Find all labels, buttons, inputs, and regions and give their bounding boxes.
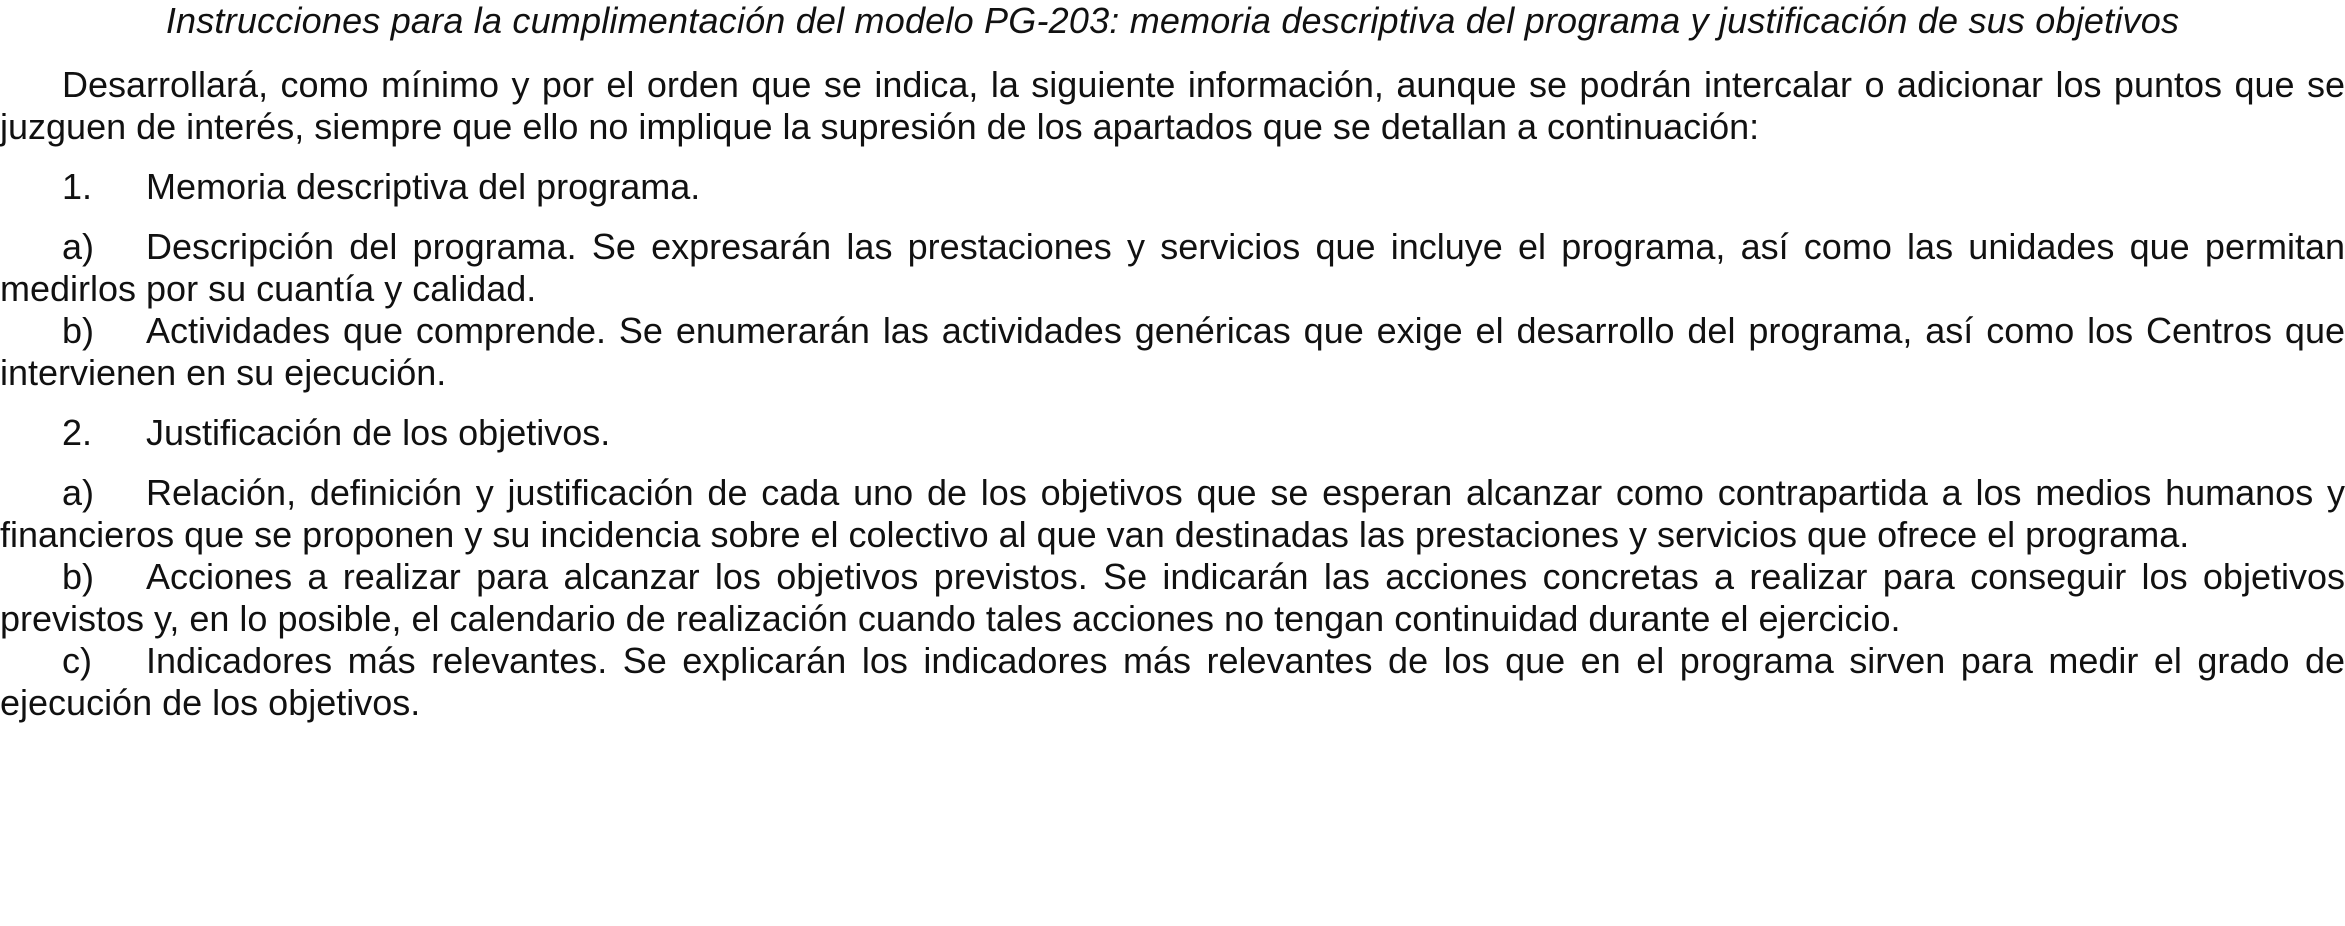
section-heading-text: Justificación de los objetivos. [146, 412, 611, 453]
section-number: 2. [62, 412, 93, 453]
list-item-marker: b) [62, 310, 95, 351]
list-item [0, 556, 2345, 640]
list-item-text: Indicadores más relevantes. Se explicarán los indicadores más relevantes de los que en el programa sirven para medir el grado de ejecución de los objetivos. [0, 640, 2345, 723]
spacer [0, 148, 2345, 166]
list-item-text: Relación, definición y justificación de cada uno de los objetivos que se esperan alcanzar como contrapartida a los medios humanos y financieros que se proponen y su incidencia sobre el colectivo al que van destinadas las prestaciones y servicios que ofrece el programa. [0, 472, 2345, 555]
intro-paragraph: Desarrollará, como mínimo y por el orden que se indica, la siguiente información, aunque se podrán intercalar o adicionar los puntos que se juzguen de interés, siempre que ello no implique la supresión de los apartados que se detallan a continuación: [0, 64, 2345, 147]
list-item-marker: b) [62, 556, 95, 597]
spacer [0, 454, 2345, 472]
list-item-marker: a) [62, 226, 95, 267]
list-item [0, 310, 2345, 394]
list-item-text: Acciones a realizar para alcanzar los objetivos previstos. Se indicarán las acciones concretas a realizar para conseguir los objetivos previstos y, en lo posible, el calendario de realización cuando tales acciones no tengan continuidad durante el ejercicio. [0, 556, 2345, 639]
list-item [0, 226, 2345, 310]
list-item [0, 640, 2345, 724]
list-item-text: Actividades que comprende. Se enumerarán las actividades genéricas que exige el desarrollo del programa, así como los Centros que intervienen en su ejecución. [0, 310, 2345, 393]
list-item-text: Descripción del programa. Se expresarán las prestaciones y servicios que incluye el programa, así como las unidades que permitan medirlos por su cuantía y calidad. [0, 226, 2345, 309]
section-heading [0, 166, 2345, 208]
list-item [0, 472, 2345, 556]
section-heading-text: Memoria descriptiva del programa. [146, 166, 701, 207]
section-1 [0, 166, 2345, 394]
spacer [0, 208, 2345, 226]
document-title: Instrucciones para la cumplimentación del modelo PG-203: memoria descriptiva del programa y justificación de sus objetivos [165, 0, 2180, 41]
list-item-marker: c) [62, 640, 92, 681]
section-2 [0, 412, 2345, 724]
spacer [0, 394, 2345, 412]
list-item-marker: a) [62, 472, 95, 513]
spacer [0, 42, 2345, 64]
section-number: 1. [62, 166, 93, 207]
section-heading [0, 412, 2345, 454]
